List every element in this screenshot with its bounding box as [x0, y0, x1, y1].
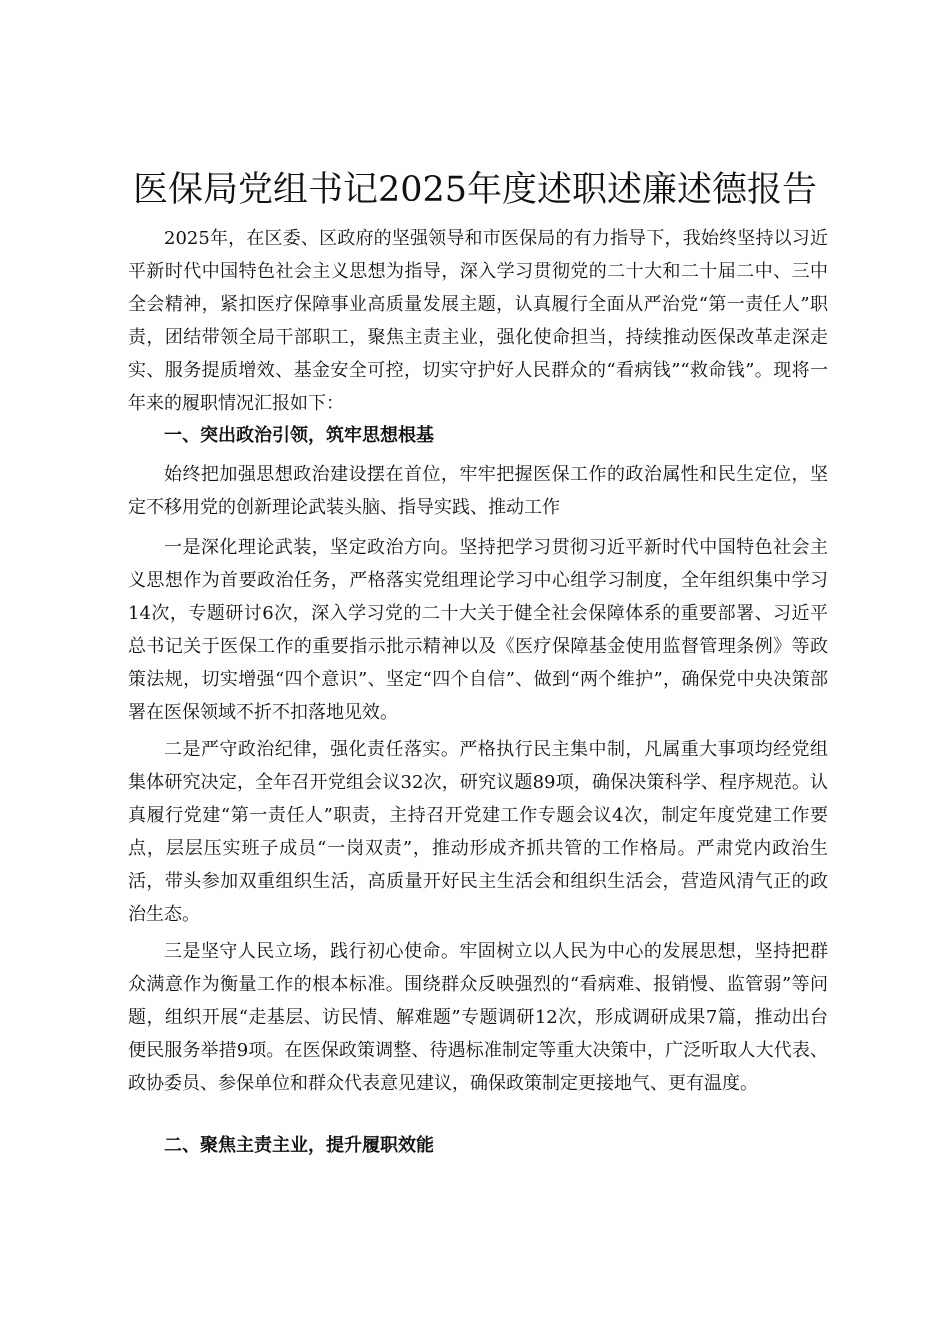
section-1-lead-paragraph: 始终把加强思想政治建设摆在首位，牢牢把握医保工作的政治属性和民生定位，坚定不移用党的创新理论武装头脑、指导实践、推动工作: [128, 464, 828, 518]
section-1-point-1: 一是深化理论武装，坚定政治方向。坚持把学习贯彻习近平新时代中国特色社会主义思想作为首要政治任务，严格落实党组理论学习中心组学习制度，全年组织集中学习14次，专题研讨6次，深入学习党的二十大关于健全社会保障体系的重要部署、习近平总书记关于医保工作的重要指示批示精神以及《医疗保障基金使用监督管理条例》等政策法规，切实增强“四个意识”、坚定“四个自信”、做到“两个维护”，确保党中央决策部署在医保领域不折不扣落地见效。: [128, 537, 828, 723]
section-1-heading: 一、突出政治引领，筑牢思想根基: [164, 425, 434, 446]
section-2-heading: 二、聚焦主责主业，提升履职效能: [164, 1135, 434, 1156]
section-1-point-2: 二是严守政治纪律，强化责任落实。严格执行民主集中制，凡属重大事项均经党组集体研究决定，全年召开党组会议32次，研究议题89项，确保决策科学、程序规范。认真履行党建“第一责任人”职责，主持召开党建工作专题会议4次，制定年度党建工作要点，层层压实班子成员“一岗双责”，推动形成齐抓共管的工作格局。严肃党内政治生活，带头参加双重组织生活，高质量开好民主生活会和组织生活会，营造风清气正的政治生态。: [128, 739, 828, 925]
section-1-point-3: 三是坚守人民立场，践行初心使命。牢固树立以人民为中心的发展思想，坚持把群众满意作为衡量工作的根本标准。围绕群众反映强烈的“看病难、报销慢、监管弱”等问题，组织开展“走基层、访民情、解难题”专题调研12次，形成调研成果7篇，推动出台便民服务举措9项。在医保政策调整、待遇标准制定等重大决策中，广泛听取人大代表、政协委员、参保单位和群众代表意见建议，确保政策制定更接地气、更有温度。: [128, 941, 828, 1094]
document-title: 医保局党组书记2025年度述职述廉述德报告: [132, 170, 818, 210]
intro-paragraph: 2025年，在区委、区政府的坚强领导和市医保局的有力指导下，我始终坚持以习近平新时代中国特色社会主义思想为指导，深入学习贯彻党的二十大和二十届二中、三中全会精神，紧扣医疗保障事业高质量发展主题，认真履行全面从严治党“第一责任人”职责，团结带领全局干部职工，聚焦主责主业，强化使命担当，持续推动医保改革走深走实、服务提质增效、基金安全可控，切实守护好人民群众的“看病钱”“救命钱”。现将一年来的履职情况汇报如下：: [128, 228, 828, 414]
